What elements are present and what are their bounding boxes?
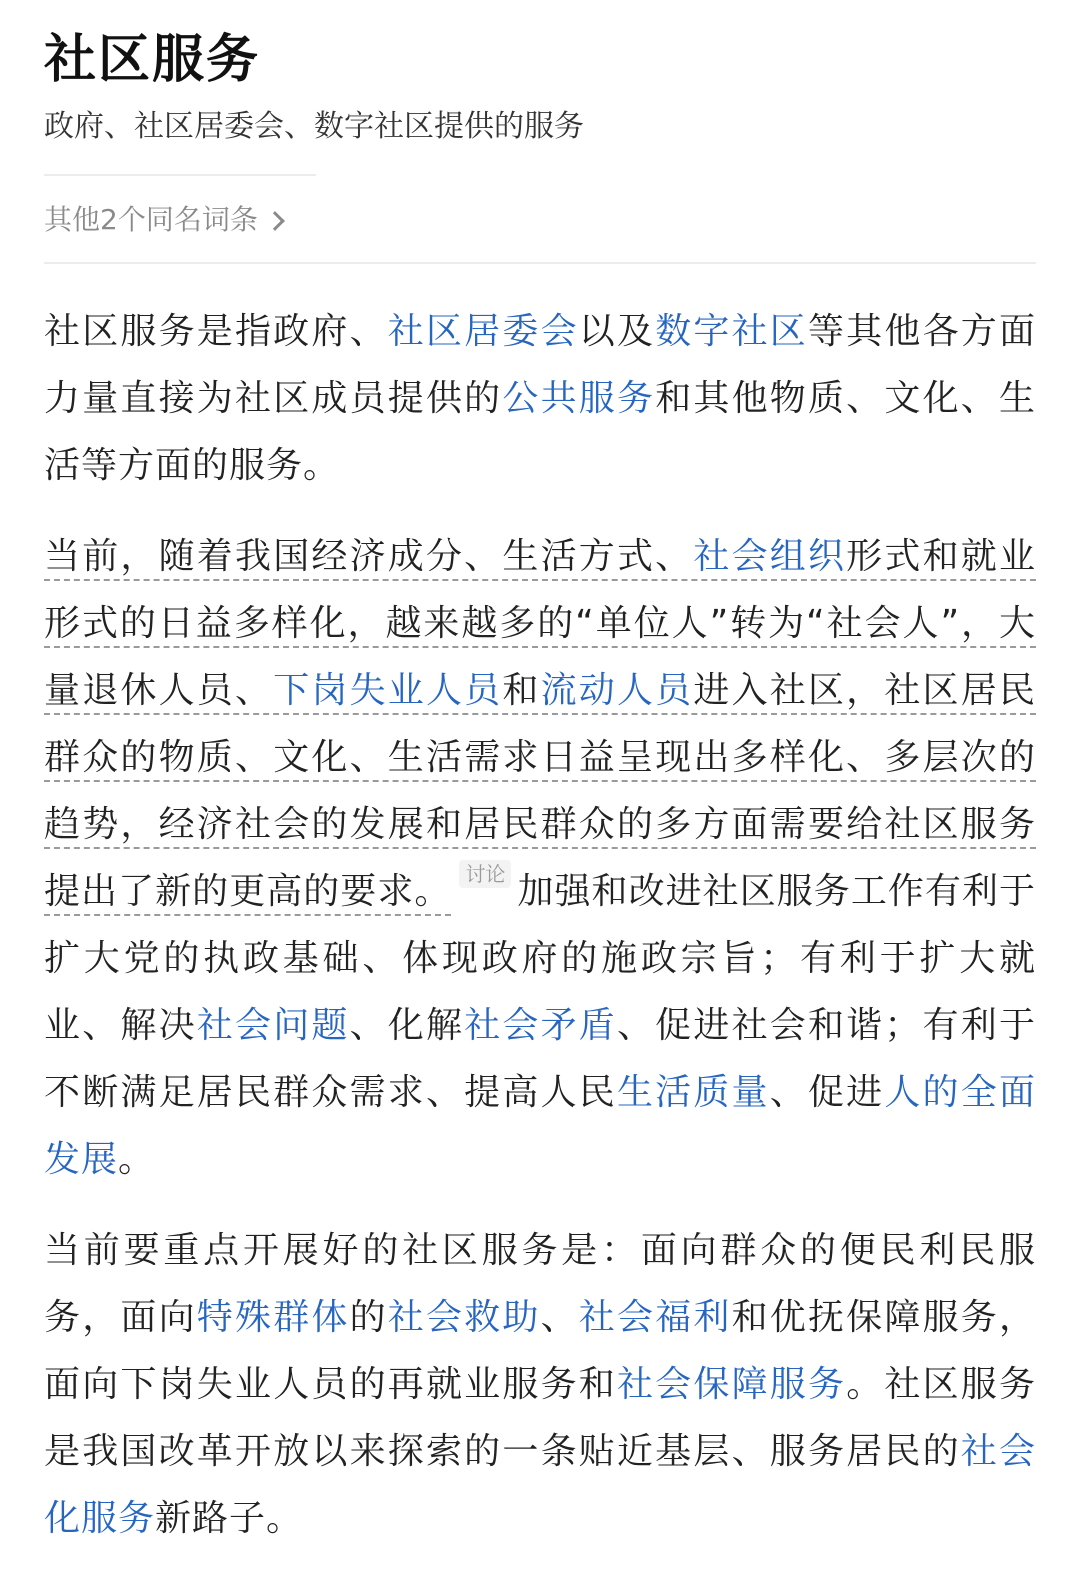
link-social-security-service[interactable]: 社会保障服务 — [616, 1364, 847, 1405]
section-divider — [44, 262, 1036, 264]
text-run: 、 — [540, 1297, 579, 1338]
link-public-service[interactable]: 公共服务 — [502, 378, 656, 419]
text-run: 形式和就业形式的日益多样化，越来越多的“单位人”转为“社会人”，大量退休人员、 — [44, 536, 1036, 711]
text-run: 当前，随着我国经济成分、生活方式、 — [44, 536, 694, 577]
link-laid-off-workers[interactable]: 下岗失业人员 — [273, 670, 503, 711]
link-social-welfare[interactable]: 社会福利 — [578, 1297, 732, 1338]
text-run: 、促进社会和谐；有利于不断满足居民群众需求、提高人民 — [44, 1005, 1036, 1113]
text-run: 等其他各方面力量直接为社区成员提供的 — [44, 311, 1036, 419]
link-human-development[interactable]: 人的全面发展 — [44, 1072, 1036, 1180]
text-run: 和优抚保障服务，面向下岗失业人员的再就业服务和 — [44, 1297, 1036, 1405]
text-run: 进入社区，社区居民群众的物质、文化、生活需求日益呈现出多样化、多层次的趋势，经济社会的发展和居民群众的多方面需要给社区服务提出了新的更高的要求。 — [44, 670, 1036, 912]
link-social-organization[interactable]: 社会组织 — [693, 536, 847, 577]
link-special-groups[interactable]: 特殊群体 — [196, 1297, 350, 1338]
discussed-text[interactable] — [44, 536, 1036, 916]
text-run: 和其他物质、文化、生活等方面的服务。 — [44, 378, 1036, 486]
other-entries-label: 其他2个同名词条 — [44, 203, 258, 236]
subtitle-divider — [44, 174, 316, 176]
link-socialized-service[interactable]: 社会化服务 — [44, 1431, 1036, 1539]
link-quality-of-life[interactable]: 生活质量 — [616, 1072, 770, 1113]
text-run: 、促进 — [769, 1072, 885, 1113]
discuss-badge[interactable]: 讨论 — [459, 860, 511, 888]
text-run: 的 — [349, 1297, 388, 1338]
other-entries-link[interactable] — [44, 200, 1036, 240]
paragraph-background — [44, 523, 1036, 1193]
text-run: 。 — [118, 1139, 156, 1180]
text-run: 加强和改进社区服务工作有利于扩大党的执政基础、体现政府的施政宗旨；有利于扩大就业、解决 — [44, 871, 1036, 1046]
page-subtitle: 政府、社区居委会、数字社区提供的服务 — [44, 109, 584, 144]
paragraph-priorities — [44, 1217, 1036, 1552]
link-social-assistance[interactable]: 社会救助 — [387, 1297, 541, 1338]
text-run: 、化解 — [349, 1005, 465, 1046]
link-digital-community[interactable]: 数字社区 — [655, 311, 808, 352]
link-floating-population[interactable]: 流动人员 — [540, 670, 694, 711]
chevron-right-icon — [265, 211, 285, 231]
text-run: 。社区服务是我国改革开放以来探索的一条贴近基层、服务居民的 — [44, 1364, 1036, 1472]
text-run: 社区服务是指政府、 — [44, 311, 388, 352]
text-run: 新路子。 — [155, 1498, 304, 1539]
link-social-contradictions[interactable]: 社会矛盾 — [464, 1005, 617, 1046]
page-title: 社区服务 — [44, 30, 261, 90]
text-run: 以及 — [578, 311, 656, 352]
text-run: 和 — [502, 670, 541, 711]
text-run: 当前要重点开展好的社区服务是：面向群众的便民利民服务，面向 — [44, 1230, 1036, 1338]
link-social-problems[interactable]: 社会问题 — [196, 1005, 350, 1046]
link-community-committee[interactable]: 社区居委会 — [387, 311, 579, 352]
paragraph-definition — [44, 298, 1036, 499]
